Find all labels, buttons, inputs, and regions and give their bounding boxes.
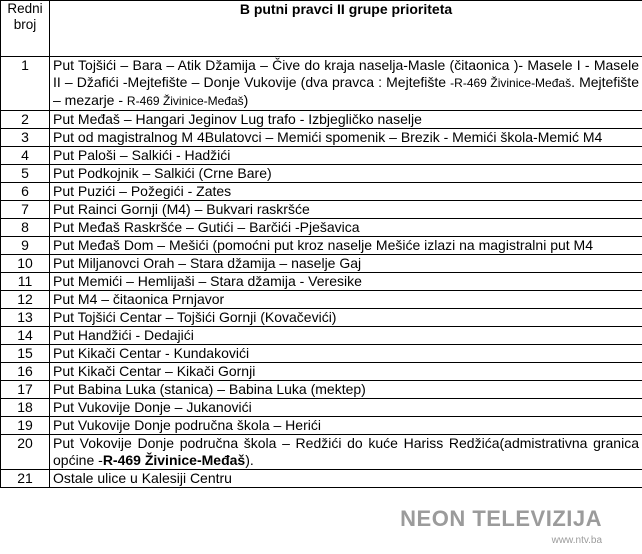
- route-text: -R-469 Živinice-Međaš: [450, 76, 572, 90]
- table-row: [1, 147, 642, 165]
- route-text: R-469 Živinice-Međaš: [102, 452, 246, 468]
- table-title: B putni pravci II grupe prioriteta: [50, 1, 642, 57]
- route-text: Put M4 – čitaonica Prnjavor: [53, 291, 225, 307]
- route-description: [50, 219, 642, 237]
- route-text: Put Memići – Hemlijaši – Stara džamija - Veresike: [53, 273, 362, 289]
- row-number: 16: [1, 363, 50, 381]
- route-description: [50, 237, 642, 255]
- route-description: [50, 57, 642, 111]
- route-description: [50, 470, 642, 488]
- table-row: [1, 183, 642, 201]
- table-row: [1, 291, 642, 309]
- route-text: Put Međaš Dom – Mešići (pomoćni put kroz naselje Mešiće izlazi na magistralni put M4: [53, 237, 593, 253]
- header-row: [1, 1, 642, 57]
- row-number: 15: [1, 345, 50, 363]
- route-description: [50, 435, 642, 470]
- route-description: [50, 111, 642, 129]
- route-text: Put Miljanovci Orah – Stara džamija – naselje Gaj: [53, 255, 362, 271]
- route-text: Put Podkojnik – Salkići (Crne Bare): [53, 165, 272, 181]
- table-row: [1, 309, 642, 327]
- table-row: [1, 381, 642, 399]
- row-number: 11: [1, 273, 50, 291]
- route-text: Put Kikači Centar - Kundakovići: [53, 345, 250, 361]
- route-description: [50, 201, 642, 219]
- route-text: R-469 Živinice-Međaš: [126, 94, 244, 108]
- route-description: [50, 147, 642, 165]
- table-row: [1, 470, 642, 488]
- row-number: 7: [1, 201, 50, 219]
- row-number: 3: [1, 129, 50, 147]
- route-description: [50, 417, 642, 435]
- route-text: . Mejtefište – mezarje -: [53, 74, 639, 108]
- row-number: 5: [1, 165, 50, 183]
- row-number: 19: [1, 417, 50, 435]
- row-number: 13: [1, 309, 50, 327]
- table-row: [1, 219, 642, 237]
- route-text: Put Međaš Raskršće – Gutići – Barčići -Pješavica: [53, 219, 360, 235]
- route-description: [50, 363, 642, 381]
- row-number: 21: [1, 470, 50, 488]
- row-number: 4: [1, 147, 50, 165]
- route-text: Put Tojšići – Bara – Atik Džamija – Čive do kraja naselja-Masle (čitaonica )- Masele I - Masele II – Džafići -Mejtefište – Donje Vukovije (dva pravca : Mejtefište: [53, 57, 639, 90]
- row-number: 18: [1, 399, 50, 417]
- route-description: [50, 291, 642, 309]
- route-text: Put Puzići – Požegići - Zates: [53, 183, 232, 199]
- table-row: [1, 273, 642, 291]
- table-row: [1, 129, 642, 147]
- route-text: Put Tojšići Centar – Tojšići Gornji (Kovačevići): [53, 309, 337, 325]
- table-row: [1, 237, 642, 255]
- route-text: Put Kikači Centar – Kikači Gornji: [53, 363, 256, 379]
- table-row: [1, 57, 642, 111]
- route-text: Put Vukovije Donje područna škola – Herići: [53, 417, 321, 433]
- route-description: [50, 327, 642, 345]
- route-text: Put Vokovije Donje područna škola – Redžići do kuće Hariss Redžića(admistrativna granica općine -: [53, 435, 639, 468]
- table-row: [1, 111, 642, 129]
- table-row: [1, 345, 642, 363]
- row-number: 10: [1, 255, 50, 273]
- route-text: ): [243, 92, 249, 108]
- route-description: [50, 309, 642, 327]
- route-description: [50, 273, 642, 291]
- table-row: [1, 435, 642, 470]
- route-text: Put Paloši – Salkići - Hadžići: [53, 147, 231, 163]
- route-description: [50, 129, 642, 147]
- row-number: 6: [1, 183, 50, 201]
- row-number: 1: [1, 57, 50, 111]
- row-number: 14: [1, 327, 50, 345]
- table-row: [1, 165, 642, 183]
- route-text: Put Međaš – Hangari Jeginov Lug trafo - Izbjegličko naselje: [53, 111, 422, 127]
- row-number: 17: [1, 381, 50, 399]
- table-row: [1, 417, 642, 435]
- route-text: Put Vukovije Donje – Jukanovići: [53, 399, 252, 415]
- table-row: [1, 327, 642, 345]
- route-text: Put Babina Luka (stanica) – Babina Luka (mektep): [53, 381, 366, 397]
- route-description: [50, 399, 642, 417]
- route-text: Ostale ulice u Kalesiji Centru: [53, 470, 232, 486]
- route-text: ).: [245, 452, 254, 468]
- route-text: Put Rainci Gornji (M4) – Bukvari raskršće: [53, 201, 310, 217]
- route-text: Put od magistralnog M 4Bulatovci – Memići spomenik – Brezik - Memići škola-Memić M4: [53, 129, 603, 145]
- tv-watermark-url: www.ntv.ba: [551, 535, 602, 546]
- row-number: 8: [1, 219, 50, 237]
- row-number: 2: [1, 111, 50, 129]
- route-description: [50, 255, 642, 273]
- row-number: 20: [1, 435, 50, 470]
- row-number: 12: [1, 291, 50, 309]
- tv-watermark: NEON TELEVIZIJA: [400, 506, 602, 531]
- number-column-header: Redni broj: [1, 1, 50, 57]
- route-description: [50, 165, 642, 183]
- route-description: [50, 345, 642, 363]
- route-description: [50, 183, 642, 201]
- table-row: [1, 399, 642, 417]
- table-row: [1, 255, 642, 273]
- route-description: [50, 381, 642, 399]
- table-row: [1, 201, 642, 219]
- route-text: Put Handžići - Dedajići: [53, 327, 194, 343]
- row-number: 9: [1, 237, 50, 255]
- table-row: [1, 363, 642, 381]
